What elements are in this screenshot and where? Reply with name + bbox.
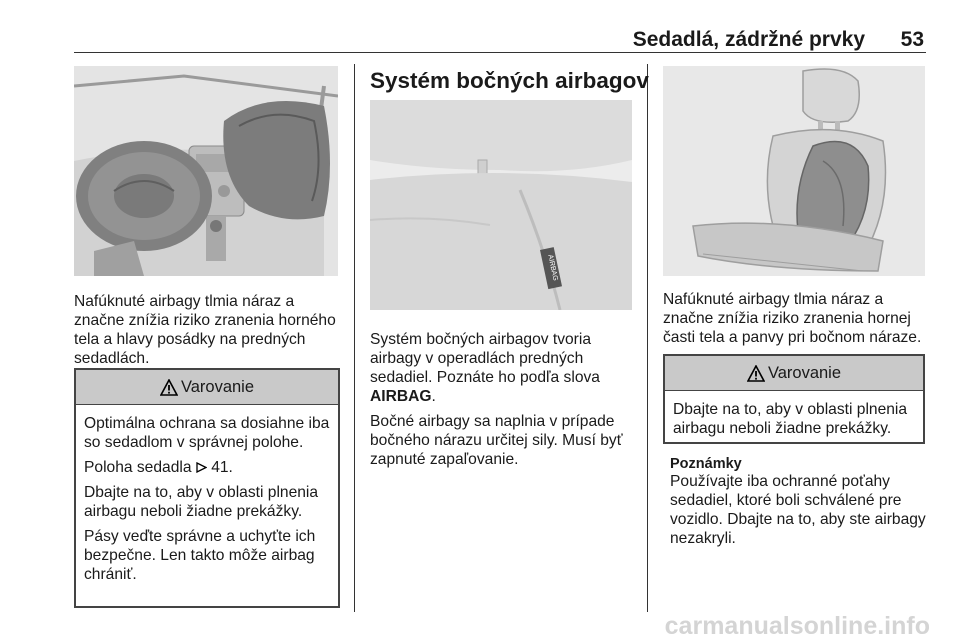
warning-text-belts: Pásy veďte správne a uchyťte ich bezpečne. Len takto môže airbag chrániť. — [84, 528, 316, 583]
note-text: Používajte iba ochranné poťahy sedadiel, ktoré boli schválené pre vozidlo. Dbajte na to, aby ste airbagy nezakryli. — [670, 473, 926, 547]
side-airbag-paragraph-1 — [370, 330, 632, 406]
seat-position-reference — [84, 458, 330, 477]
warning-title-left: Varovanie — [180, 377, 255, 396]
side-airbag-seat-illustration — [663, 66, 925, 276]
warning-text-seat-position: Optimálna ochrana sa dosiahne iba so sedadlom v správnej polohe. — [84, 415, 330, 451]
seat-position-ref-label: Poloha sedadla — [84, 459, 192, 476]
note-block — [670, 456, 932, 548]
side-airbag-caption: Nafúknuté airbagy tlmia náraz a značne znížia riziko zranenia hornej časti tela a panvy pri bočnom náraze. — [663, 291, 922, 346]
page-header-title: Sedadlá, zádržné prvky — [632, 28, 865, 51]
header-divider — [74, 52, 926, 53]
section-heading-side-airbags: Systém bočných airbagov — [370, 68, 649, 93]
column-divider-1 — [354, 64, 355, 612]
warning-text-right: Dbajte na to, aby v oblasti plnenia airbagu neboli žiadne prekážky. — [673, 401, 908, 437]
warning-triangle-icon — [747, 365, 765, 382]
note-title: Poznámky — [670, 456, 742, 472]
page-reference-arrow-icon — [196, 462, 207, 473]
column-divider-2 — [647, 64, 648, 612]
side-airbag-text-1: Systém bočných airbagov tvoria airbagy v operadlách predných sedadiel. Poznáte ho podľa slova — [370, 331, 600, 386]
seat-airbag-label-illustration — [370, 100, 632, 310]
warning-text-obstructions: Dbajte na to, aby v oblasti plnenia airbagu neboli žiadne prekážky. — [84, 484, 319, 520]
warning-triangle-icon — [160, 379, 178, 396]
seat-position-ref-link[interactable]: 41. — [211, 459, 233, 476]
side-airbag-paragraph-2: Bočné airbagy sa naplnia v prípade bočného nárazu určitej sily. Musí byť zapnuté zapaľovanie. — [370, 413, 623, 468]
warning-header-left — [76, 370, 338, 405]
front-airbags-illustration — [74, 66, 338, 276]
warning-box-left — [74, 368, 340, 608]
airbag-tag-label: AIRBAG — [546, 254, 559, 282]
watermark: carmanualsonline.info — [664, 612, 930, 640]
warning-box-right — [663, 354, 925, 444]
airbag-keyword: AIRBAG — [370, 388, 432, 405]
front-airbag-caption: Nafúknuté airbagy tlmia náraz a značne znížia riziko zranenia horného tela a hlavy posádky na predných sedadlách. — [74, 293, 336, 367]
page-number: 53 — [900, 28, 924, 51]
warning-title-right: Varovanie — [767, 363, 842, 382]
warning-header-right — [665, 356, 923, 391]
side-airbag-description — [370, 330, 632, 475]
side-airbag-text-1-end: . — [431, 388, 436, 405]
